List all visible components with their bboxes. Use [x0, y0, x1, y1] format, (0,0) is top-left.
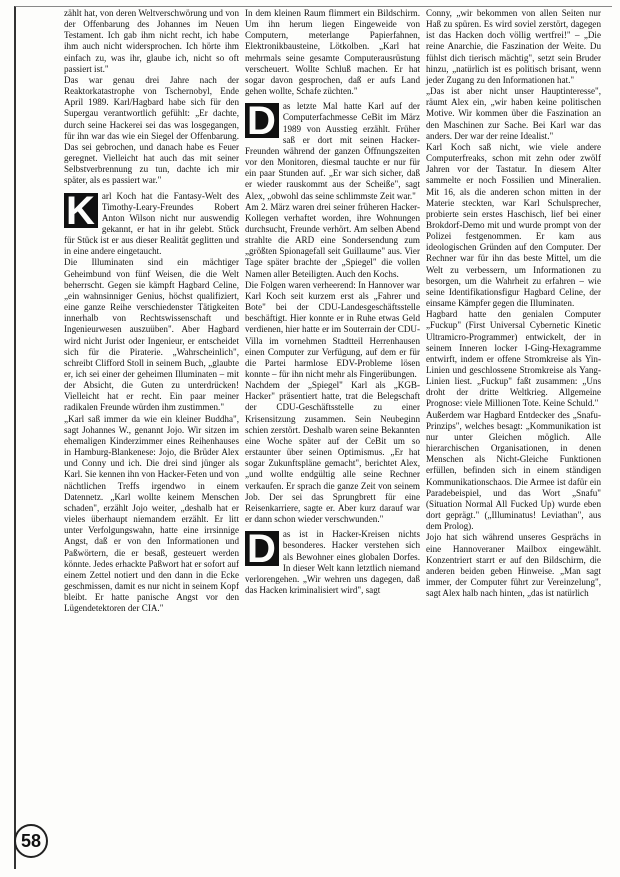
paragraph-text: Conny, „wir bekommen von allen Seiten nur Haß zu spüren. Es wird soviel zerstört, dagegen ist das Hacken doch völlig wertfrei!" – „Die reine Anarchie, die Faszination der Weite. Du fühlst dich tierisch mächtig", setzt sein Bruder hinzu, „natürlich ist es politisch brisant, wenn jeder Zugang zu den Informationen hat." [426, 8, 601, 85]
paragraph [426, 532, 601, 599]
paragraph-text: „Karl saß immer da wie ein kleiner Buddha", sagt Johannes W., genannt Jojo. Wir sitzen im ehemaligen Kinderzimmer eines Reihenhauses in Hamburg-Blankenese: Jojo, die Brüder Alex und Conny und ich. Die drei sind jünger als Karl. Sie kennen ihn von Hacker-Feten und von nächtlichen Treffs irgendwo in einem Datennetz. „Karl wollte keinem Menschen schaden", erzählt Jojo weiter, „deshalb hat er vieles überhaupt niemandem erzählt. Er litt unter Verfolgungswahn, hatte eine irrsinnige Angst, daß er von den Informationen und Paßwörtern, die er besaß, gesteuert werden könnte. Jedes erhackte Paßwort hat er sofort auf einem Zettel notiert und den dann in die Ecke geschmissen, damit es nur nicht in seinem Kopf bleibt. Er hatte panische Angst vor den Lügendetektoren der CIA." [64, 413, 239, 614]
paragraph-text: Nachdem der „Spiegel" Karl als „KGB-Hacker" präsentiert hatte, trat die Belegschaft der CDU-Geschäftsstelle zu einer Krisensitzung zusammen. Sein Neubeginn schien zerstört. Deshalb waren seine Bekannten eine Woche später auf der CeBit um so erstaunter über seinen Optimismus. „Er hat sogar Zukunftspläne gemacht", berichtet Alex, „und wollte endgültig alle seine Rechner verkaufen. Er sprach die ganze Zeit von seinem Job. Der sei das Sprungbrett für eine Reisenkarriere, sagte er. Aber kurz darauf war er dann schon wieder verschwunden." [245, 380, 420, 525]
paragraph-text: In dem kleinen Raum flimmert ein Bildschirm. Um ihn herum liegen Eingeweide von Computern, meterlange Papierfahnen, Elektronikbausteine, Lötkolben. „Karl hat mehrmals seine gesamte Computerausrüstung verscheuert. Wollte Schluß machen. Er hat sogar davon gesprochen, daß er aufs Land gehen wollte, Schafe züchten." [245, 8, 420, 97]
paragraph [426, 309, 601, 409]
paragraph-text: as letzte Mal hatte Karl auf der Computerfachmesse CeBit im März 1989 von Ausstieg erzählt. Früher saß er dort mit seinen Hacker-Freunden während der ganzen Öffnungszeiten vor den Monitoren, diesmal tauchte er nur für ein paar Stunden auf. „Er war sich sicher, daß er wieder rauskommt aus der Scheiße", sagt Alex, „obwohl das seine schlimmste Zeit war." [245, 101, 420, 201]
paragraph [426, 410, 601, 533]
column-2 [245, 8, 420, 596]
paragraph [245, 280, 420, 380]
paragraph [64, 75, 239, 187]
paragraph-text: Die Folgen waren verheerend: In Hannover war Karl Koch seit kurzem erst als „Fahrer und Bote" bei der CDU-Landesgeschäftsstelle beschäftigt. Hier konnte er in Ruhe etwas Geld verdienen, hier hatte er im Souterrain der CDU-Villa im vornehmen Stadtteil Herrenhausen einen Computer zur Verfügung, auf dem er für die Partei harmlose EDV-Probleme lösen konnte – für ihn nicht mehr als Fingerübungen. [245, 279, 420, 379]
paragraph-text: as ist in Hacker-Kreisen nichts besonderes. Hacker verstehen sich als Bewohner eines globalen Dorfes. In dieser Welt kann letztlich niemand verlorengehen. „Wir wehren uns dagegen, daß das Hacken kriminalisiert wird", sagt [245, 529, 420, 595]
paragraph-with-dropcap [64, 188, 239, 258]
paragraph-text: zählt hat, von deren Weltverschwörung und von der Offenbarung des Johannes im Neuen Testament. Ich gab ihm nicht recht, ich habe ihm auch nicht widersprochen. Ich hörte ihm einfach zu, was ihr, glaube ich, nicht so oft passiert ist." [64, 8, 239, 74]
drop-cap: D [245, 531, 279, 566]
paragraph-text: Außerdem war Hagbard Entdecker des „Snafu-Prinzips", welches besagt: „Kommunikation ist nur unter Gleichen möglich. Alle hierarchischen Organisationen, in denen Menschen als Nicht-Gleiche Funktionen erfüllen, befinden sich in einem ständigen Kommunikationschaos. Die Armee ist dafür ein Paradebeispiel, und das Wort „Snafu" (Situation Normal All Fucked Up) wurde eben dort geprägt." („Illuminatus! Leviathan", aus dem Prolog). [426, 409, 601, 532]
page-number: 58 [14, 824, 48, 858]
paragraph-text: Jojo hat sich während unseres Gesprächs in eine Hannoveraner Mailbox eingewählt. Konzentriert starrt er auf den Bildschirm, die anderen beiden geben Hinweise. „Man sagt immer, der Computer führt zur Vereinzelung", sagt Alex halb nach hinten, „das ist natürlich [426, 532, 601, 599]
paragraph [64, 257, 239, 413]
paragraph [64, 8, 239, 75]
paragraph-text: Das war genau drei Jahre nach der Reaktorkatastrophe von Tschernobyl, Ende April 1989. Karl/Hagbard habe sich für den Supergau verantwortlich gefühlt: „Er dachte, durch seine Hackerei sei das was losgegangen, für ihn war das wie ein Siegel der Offenbarung. Das sei gebrochen, und danach habe es Feuer geregnet. Vielleicht hat auch das mit seiner Selbstverbrennung zu tun, dachte ich mir später, als es passiert war." [64, 74, 239, 186]
paragraph-text: „Das ist aber nicht unser Hauptinteresse", räumt Alex ein, „wir haben keine politischen Motive. Wir kommen über die Faszination an den Maschinen zur Sache. Bei Karl war das anders. Der war der reine Idealist." [426, 86, 601, 141]
drop-cap: D [245, 103, 279, 138]
paragraph [64, 414, 239, 615]
paragraph [426, 86, 601, 142]
paragraph [245, 8, 420, 97]
paragraph-text: arl Koch hat die Fantasy-Welt des Timothy-Leary-Freundes Robert Anton Wilson nicht nur auswendig gekannt, er hat in ihr gelebt. Stück für Stück ist er aus dieser Realität geglitten und in eine andere eingetaucht. [64, 190, 239, 257]
paragraph-with-dropcap [245, 101, 420, 201]
paragraph-text: Hagbard hatte den genialen Computer „Fuckup" (First Universal Cybernetic Kinetic Ultramicro-Programmer) entwickelt, der in seinem Inneren locker I-Ging-Hexagramme entwirft, indem er offene Stromkreise als Yin-Linien und geschlossene Stromkreise als Yang-Linien liest. „Fuckup" faßt zusammen: „Uns droht der dritte Weltkrieg. Allgemeine Prognose: viele Millionen Tote. Keine Schuld." [426, 309, 601, 409]
paragraph-text: Karl Koch saß nicht, wie viele andere Computerfreaks, schon mit zehn oder zwölf Jahren vor der Tastatur. In diesem Alter sammelte er noch Fossilien und Mineralien. Mit 16, als die anderen schon mitten in der Materie steckten, war Karl Schulsprecher, probierte sein erstes Haschisch, lief bei einer Brokdorf-Demo mit und wurde prompt von der Polizei festgenommen. Er kam aus ideologischen Gründen auf den Computer. Der Rechner war für ihn das beste Mittel, um die Welt zu verbessern, um Informationen zu besorgen, um die Wahrheit zu erfahren – wie seine Identifikationsfigur Hagbard Celine, der einsame Kämpfer gegen die Illuminaten. [426, 141, 601, 309]
paragraph [426, 142, 601, 309]
column-1 [64, 8, 239, 614]
paragraph [245, 380, 420, 525]
paragraph [245, 202, 420, 280]
drop-cap: K [64, 193, 98, 228]
paragraph [426, 8, 601, 86]
paragraph-text: Die Illuminaten sind ein mächtiger Geheimbund von fünf Weisen, die die Welt beherrscht. Gegen sie kämpft Hagbard Celine, „ein wahnsinniger Genius, höchst qualifiziert, eine ganze Reihe verschiedenster Tätigkeiten innerhalb von Rechtswissenschaft und Ingenieurwesen auszuüben". Aber Hagbard wird nicht Jurist oder Ingenieur, er entscheidet sich für die Piraterie. „Wahrscheinlich", schreibt Clifford Stoll in seinem Buch, „glaubte er, ich sei einer der geheimen Illuminaten – mit der Absicht, die Guten zu unterdrücken! Vielleicht hat er recht. Ein paar meiner radikalen Freunde würden ihm zustimmen." [64, 257, 239, 413]
paragraph-text: Am 2. März waren drei seiner früheren Hacker-Kollegen verhaftet worden, ihre Wohnungen durchsucht, Freunde verhört. Am selben Abend strahlte die ARD eine Sondersendung zum „größten Spionagefall seit Guillaume" aus. Vier Tage später brachte der „Spiegel" die vollen Namen aller Beteiligten. Auch den Kochs. [245, 201, 420, 279]
paragraph-with-dropcap [245, 529, 420, 596]
column-3 [426, 8, 601, 599]
